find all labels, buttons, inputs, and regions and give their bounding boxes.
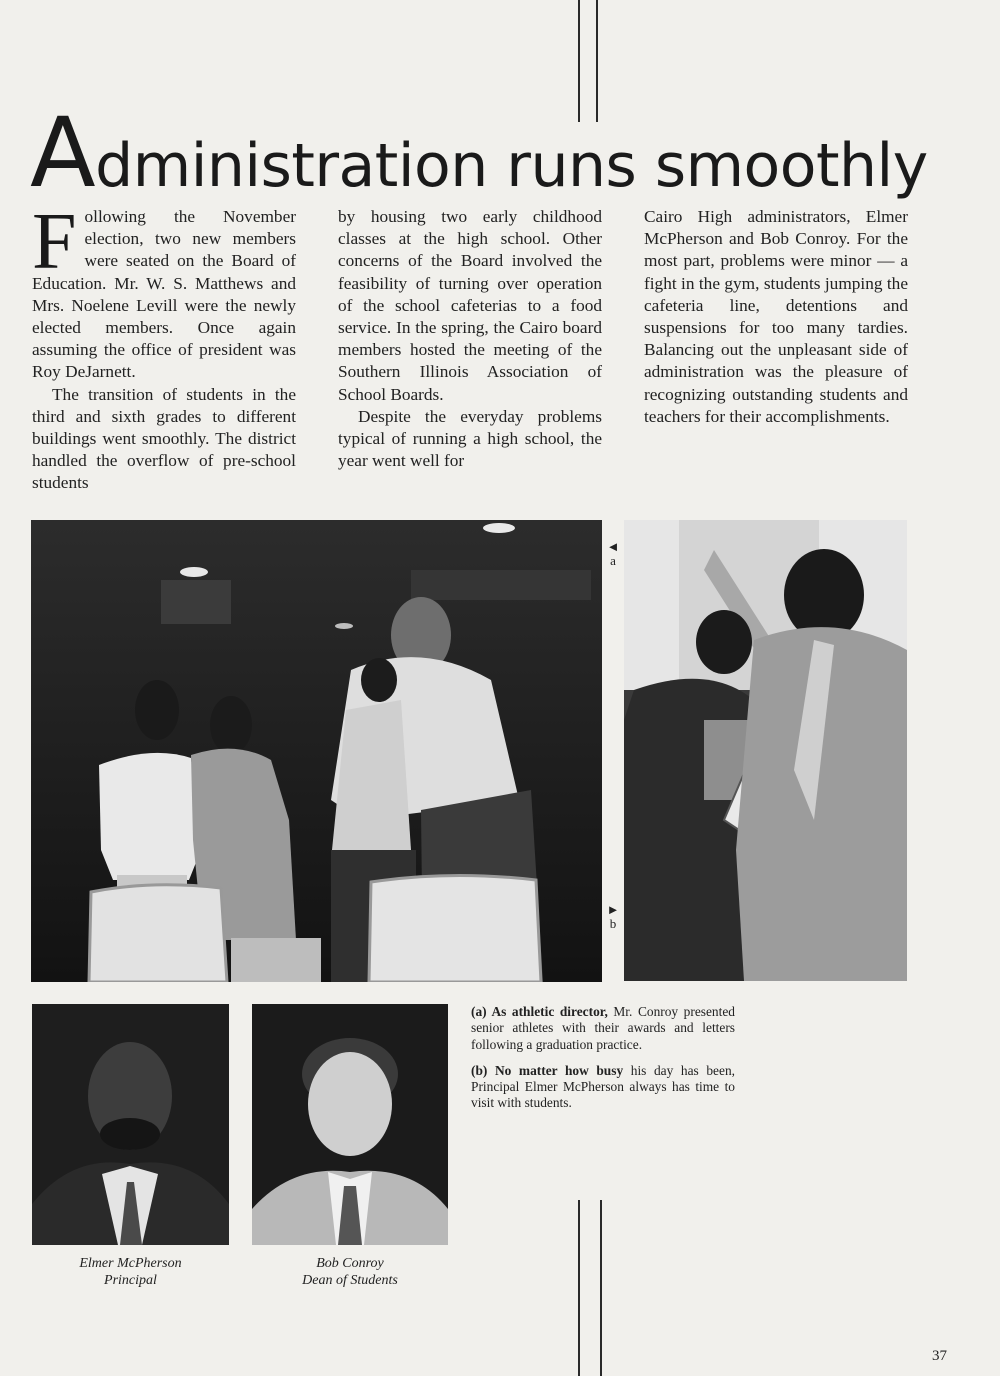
caption-lead: (a) As athletic director, (471, 1004, 608, 1019)
photo-captions (471, 1004, 735, 1122)
gutter-rule-top-right (596, 0, 598, 122)
headline-rest: dministration runs smoothly (95, 131, 928, 201)
article-column-1 (32, 198, 296, 495)
right-arrow-icon: ► (606, 902, 620, 917)
portrait-photo-principal (32, 1004, 229, 1245)
portrait-title: Principal (104, 1273, 157, 1288)
photo-marker-a (605, 540, 621, 568)
article-paragraph (32, 198, 296, 384)
drop-cap: F (32, 198, 77, 286)
portrait-photo-dean (252, 1004, 448, 1245)
portrait-name: Bob Conroy (316, 1256, 384, 1271)
marker-letter: a (610, 553, 616, 568)
article-paragraph: Despite the everyday problems typical of running a high school, the year went well for (338, 406, 602, 471)
portrait-caption-dean (252, 1255, 448, 1289)
portrait-name: Elmer McPherson (79, 1256, 182, 1271)
caption-text: Mr. Conroy presented senior athletes with their awards and letters following a graduation practice. (471, 1004, 735, 1052)
caption-text: his day has been, Principal Elmer McPherson always has time to visit with students. (471, 1062, 735, 1111)
portrait-caption-principal (32, 1255, 229, 1289)
article-column-3 (644, 206, 908, 428)
photo-principal-with-student (624, 520, 907, 981)
article-paragraph: by housing two early childhood classes at the high school. Other concerns of the Board involved the feasibility of turning over operation of the school cafeterias to a food service. In the spring, the Cairo board members hosted the meeting of the Southern Illinois Association of School Boards. (338, 207, 602, 404)
caption-a (471, 1004, 735, 1053)
gutter-rule-top-left (578, 0, 580, 122)
article-text: ollowing the November election, two new members were seated on the Board of Education. Mr. W. S. Matthews and Mrs. Noelene Levill were the newly elected members. Once again assuming the office of president was Roy DeJarnett. (32, 207, 296, 382)
article-paragraph: Cairo High administrators, Elmer McPherson and Bob Conroy. For the most part, problems were minor — a fight in the gym, students jumping the cafeteria line, detentions and suspensions for too many tardies. Balancing out the unpleasant side of administration was the pleasure of recognizing outstanding students and teachers for their accomplishments. (644, 207, 908, 426)
portrait-title: Dean of Students (302, 1273, 398, 1288)
caption-b (471, 1063, 735, 1112)
page-number: 37 (932, 1348, 947, 1364)
headline (30, 97, 928, 211)
marker-letter: b (609, 916, 617, 931)
photo-marker-b (605, 903, 621, 931)
article-paragraph: The transition of students in the third and sixth grades to different buildings went smoothly. The district handled the overflow of pre-school students (32, 384, 296, 493)
gutter-rule-bottom-right (600, 1200, 602, 1376)
caption-lead: (b) No matter how busy (471, 1062, 624, 1078)
photo-awards-presentation (31, 520, 602, 982)
headline-initial: A (30, 97, 96, 209)
gutter-rule-bottom-left (578, 1200, 580, 1376)
left-arrow-icon: ◄ (606, 539, 620, 554)
article-column-2 (338, 206, 602, 472)
